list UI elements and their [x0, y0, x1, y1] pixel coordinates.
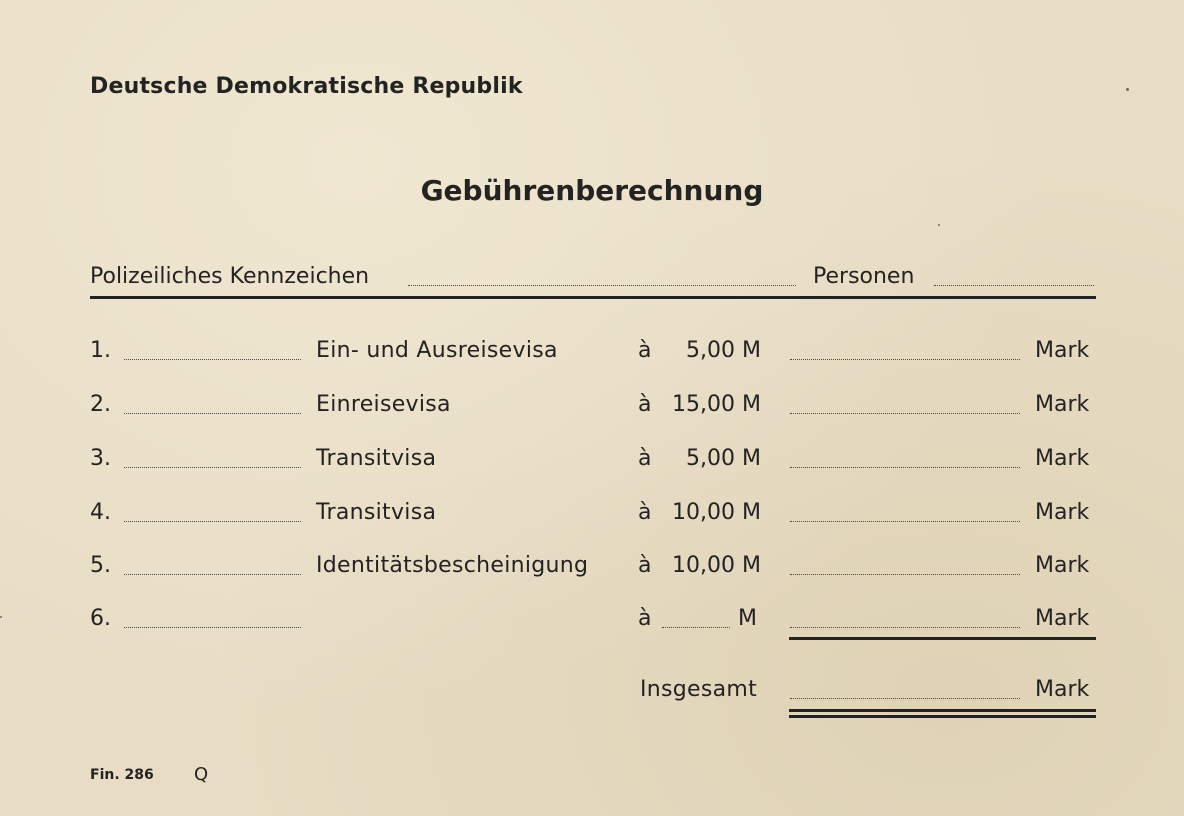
item-at-sign: à — [638, 446, 652, 471]
item-description: Identitätsbescheinigung — [316, 553, 589, 578]
item-number: 5. — [90, 553, 111, 578]
item-number: 4. — [90, 500, 111, 525]
item-unit: Mark — [1035, 338, 1090, 363]
total-rule-bottom — [789, 715, 1096, 718]
form-code: Fin. 286 — [90, 767, 154, 783]
item-quantity-field[interactable] — [124, 359, 301, 360]
item-unit: Mark — [1035, 606, 1090, 631]
item-quantity-field[interactable] — [124, 521, 301, 522]
form-title: Gebührenberechnung — [420, 174, 764, 207]
item-amount-field[interactable] — [790, 413, 1020, 414]
item-unit: Mark — [1035, 553, 1090, 578]
item-amount-field[interactable] — [790, 627, 1020, 628]
issuer-heading: Deutsche Demokratische Republik — [90, 74, 523, 99]
subtotal-rule — [789, 637, 1096, 640]
paper-speck — [938, 224, 940, 226]
item-number: 1. — [90, 338, 111, 363]
item-number: 3. — [90, 446, 111, 471]
item-amount-field[interactable] — [790, 521, 1020, 522]
item-unit: Mark — [1035, 500, 1090, 525]
item-amount-field[interactable] — [790, 359, 1020, 360]
item-number: 6. — [90, 606, 111, 631]
item-at-sign: à — [638, 500, 652, 525]
item-unit: Mark — [1035, 446, 1090, 471]
total-label: Insgesamt — [640, 677, 758, 702]
item-price: 5,00 M — [686, 446, 761, 471]
item-at-sign: à — [638, 392, 652, 417]
paper-speck — [0, 616, 2, 618]
total-unit: Mark — [1035, 677, 1090, 702]
footer-symbol: Q — [194, 764, 209, 785]
item-price: 10,00 M — [672, 500, 761, 525]
item-price-unit: M — [738, 606, 757, 631]
item-price: 10,00 M — [672, 553, 761, 578]
item-amount-field[interactable] — [790, 574, 1020, 575]
item-quantity-field[interactable] — [124, 574, 301, 575]
item-quantity-field[interactable] — [124, 413, 301, 414]
paper-speck — [1126, 88, 1129, 91]
total-rule-top — [789, 709, 1096, 712]
plate-label: Polizeiliches Kennzeichen — [90, 264, 370, 289]
item-at-sign: à — [638, 338, 652, 363]
item-quantity-field[interactable] — [124, 627, 301, 628]
persons-field[interactable] — [934, 285, 1094, 286]
item-description: Transitvisa — [316, 500, 437, 525]
header-rule — [90, 296, 1096, 299]
persons-label: Personen — [813, 264, 915, 289]
total-amount-field[interactable] — [790, 698, 1020, 699]
item-description: Transitvisa — [316, 446, 437, 471]
item-quantity-field[interactable] — [124, 467, 301, 468]
item-unit: Mark — [1035, 392, 1090, 417]
item-price: 5,00 M — [686, 338, 761, 363]
item-price-field[interactable] — [662, 627, 730, 628]
item-at-sign: à — [638, 606, 652, 631]
plate-field[interactable] — [408, 285, 796, 286]
item-amount-field[interactable] — [790, 467, 1020, 468]
item-number: 2. — [90, 392, 111, 417]
item-description: Ein- und Ausreisevisa — [316, 338, 558, 363]
item-at-sign: à — [638, 553, 652, 578]
item-price: 15,00 M — [672, 392, 761, 417]
item-description: Einreisevisa — [316, 392, 451, 417]
